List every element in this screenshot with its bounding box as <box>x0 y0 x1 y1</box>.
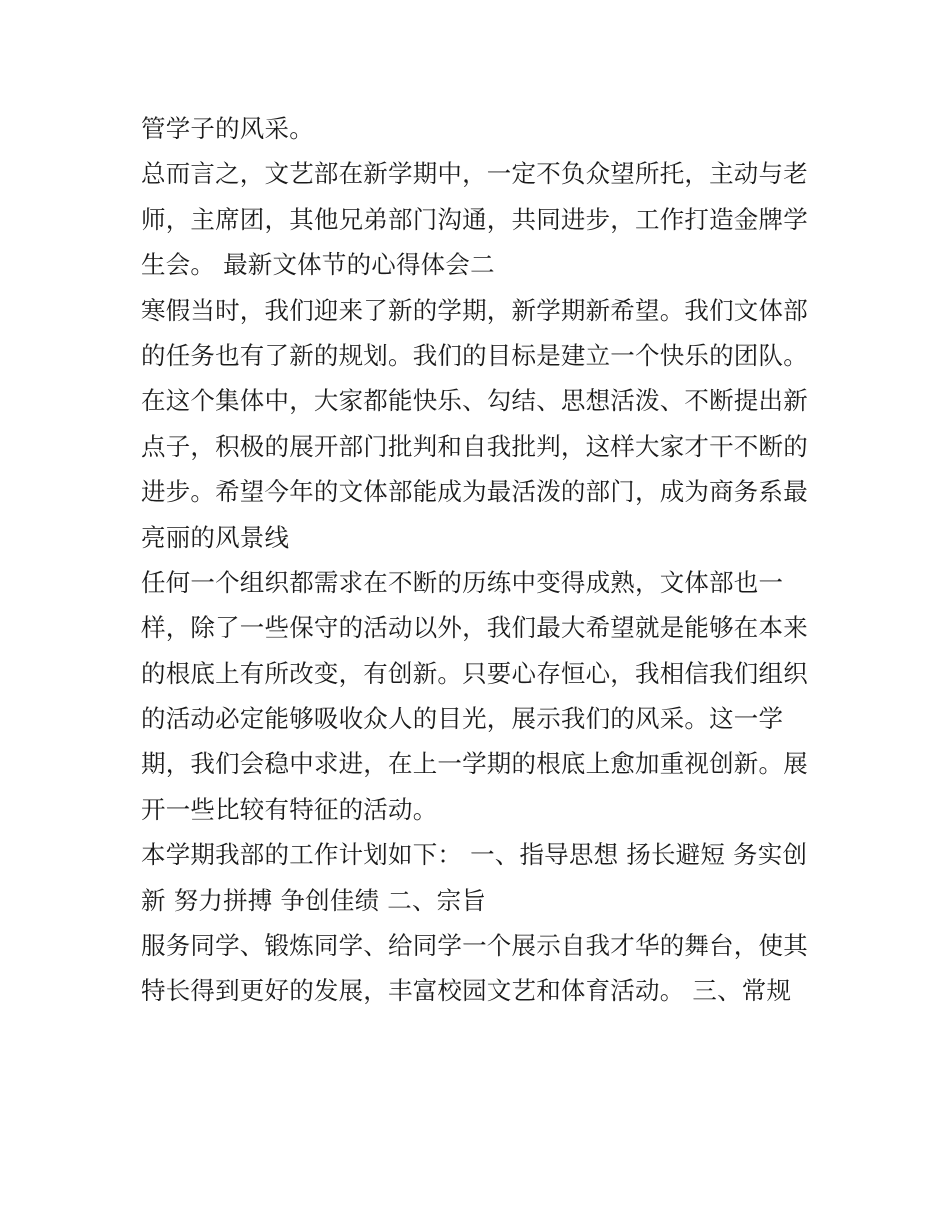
text-line: 的活动必定能够吸收众人的目光，展示我们的风采。这一学 <box>141 704 784 734</box>
text-line: 生会。 最新文体节的心得体会二 <box>141 250 495 280</box>
text-line: 本学期我部的工作计划如下： 一、指导思想 扬长避短 务实创 <box>141 840 808 870</box>
text-line: 新 努力拼搏 争创佳绩 二、宗旨 <box>141 885 487 915</box>
text-line: 特长得到更好的发展，丰富校园文艺和体育活动。 三、常规 <box>141 976 792 1006</box>
text-line: 总而言之，文艺部在新学期中，一定不负众望所托，主动与老 <box>141 159 808 189</box>
text-line: 期，我们会稳中求进，在上一学期的根底上愈加重视创新。展 <box>141 749 808 779</box>
text-line: 开一些比较有特征的活动。 <box>141 794 438 824</box>
text-line: 寒假当时，我们迎来了新的学期，新学期新希望。我们文体部 <box>141 295 808 325</box>
text-line: 亮丽的风景线 <box>141 522 290 552</box>
text-line: 的任务也有了新的规划。我们的目标是建立一个快乐的团队。 <box>141 340 808 370</box>
text-line: 任何一个组织都需求在不断的历练中变得成熟，文体部也一 <box>141 567 784 597</box>
text-line: 的根底上有所改变，有创新。只要心存恒心，我相信我们组织 <box>141 658 808 688</box>
text-line: 师，主席团，其他兄弟部门沟通，共同进步，工作打造金牌学 <box>141 204 808 234</box>
text-line: 在这个集体中，大家都能快乐、勾结、思想活泼、不断提出新 <box>141 386 808 416</box>
text-line: 点子，积极的展开部门批判和自我批判，这样大家才干不断的 <box>141 431 808 461</box>
text-line: 样，除了一些保守的活动以外，我们最大希望就是能够在本来 <box>141 613 808 643</box>
text-line: 管学子的风采。 <box>141 114 314 143</box>
text-line: 服务同学、锻炼同学、给同学一个展示自我才华的舞台，使其 <box>141 931 808 961</box>
text-line: 进步。希望今年的文体部能成为最活泼的部门，成为商务系最 <box>141 477 808 507</box>
document-body <box>141 106 821 1014</box>
